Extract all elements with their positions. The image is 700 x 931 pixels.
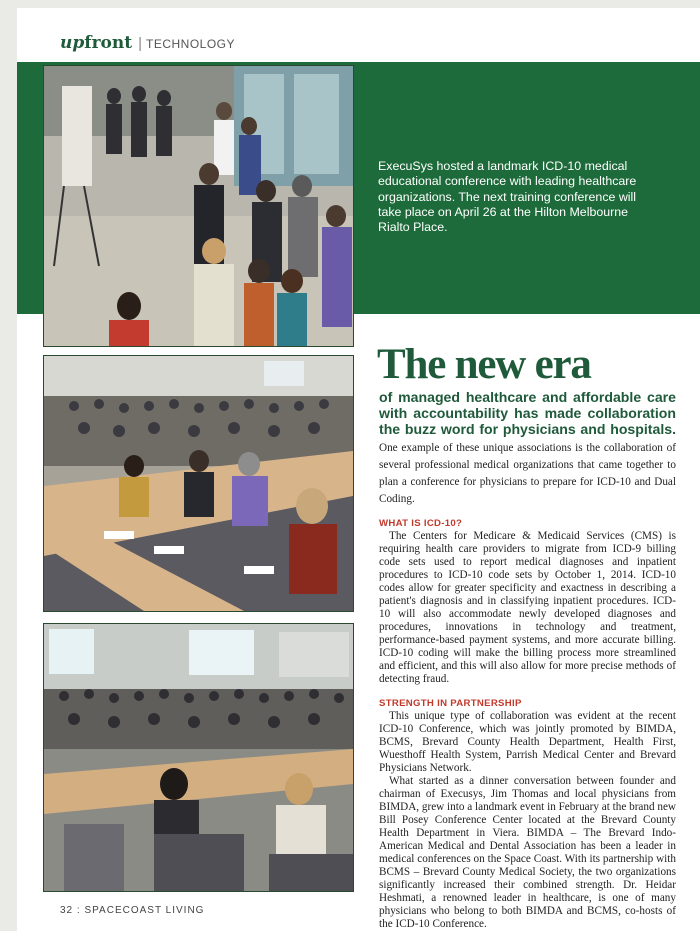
page-footer: 32 : SPACECOAST LIVING xyxy=(60,905,205,916)
article-body xyxy=(379,389,676,931)
photo-audience-image xyxy=(44,356,353,611)
photo-networking xyxy=(43,65,354,347)
photo-conference-room xyxy=(43,623,354,892)
photo-conference-image xyxy=(44,624,353,891)
photo-audience xyxy=(43,355,354,612)
page-header xyxy=(60,33,235,55)
header-separator: | xyxy=(138,35,142,52)
paragraph-partnership-2: What started as a dinner conversation between founder and chairman of Execusys, Jim Thomas and local physicians from BIMDA, grew into a landmark event in February at the brand new Bill Posey Conference Center located at the Brevard County Health Department in Viera. BIMDA – The Brevard Indo-American Medical and Dental Association has been a leader in medical conferences on the Space Coast. With its partnership with BCMS – Brevard County Medical Society, the two organizations significantly increased their combined strength. Dr. Heidar Heshmati, a renowned leader in healthcare, is one of many physicians who belong to both BIMDA and BCMS, co-hosts of the ICD-10 Conference. xyxy=(379,775,677,930)
photo-networking-image xyxy=(44,66,353,346)
subhead-strength-in-partnership: STRENGTH IN PARTNERSHIP xyxy=(379,698,522,709)
subhead-what-is-icd10: WHAT IS ICD-10? xyxy=(379,518,463,529)
deck-tail: One example of these unique associations is the collaboration of several professional medical organizations that came together to plan a conference for physicians to prepare for ICD-10 and Dual Coding. xyxy=(379,442,676,505)
brand-up: up xyxy=(60,33,85,53)
article-deck xyxy=(379,389,676,506)
photo-caption: ExecuSys hosted a landmark ICD-10 medical educational conference with leading healthcare organizations. The next training conference will take place on April 26 at the Hilton Melbourne Rialto Place. xyxy=(378,159,637,235)
brand-front: front xyxy=(84,33,133,53)
deck-lead: of managed healthcare and affordable care with accountability has made collaboration the buzz word for physicians and hospitals. xyxy=(379,389,676,437)
paragraph-icd10: The Centers for Medicare & Medicaid Services (CMS) is requiring health care providers to migrate from ICD-9 billing code sets used to report medical diagnoses and inpatient procedures to ICD-10 code sets by October 1, 2014. ICD-10 codes allow for greater specificity and exactness in describing a patient's diagnosis and in classifying inpatient procedures. ICD-10 will also accommodate newly developed diagnoses and procedures, innovations in technology and treatment, performance-based payment systems, and more accurate billing. ICD-10 coding will make the billing process more streamlined and efficient, and this will also allow for more precise methods of detecting fraud. xyxy=(379,530,676,685)
section-label: TECHNOLOGY xyxy=(145,37,235,51)
article-headline: The new era xyxy=(377,341,591,388)
paragraph-partnership-1: This unique type of collaboration was evident at the recent ICD-10 Conference, which was jointly promoted by BIMDA, BCMS, Brevard County Health Department, Health First, Wuesthoff Health System, Parrish Medical Center and Brevard Physicians Network. xyxy=(379,710,676,774)
